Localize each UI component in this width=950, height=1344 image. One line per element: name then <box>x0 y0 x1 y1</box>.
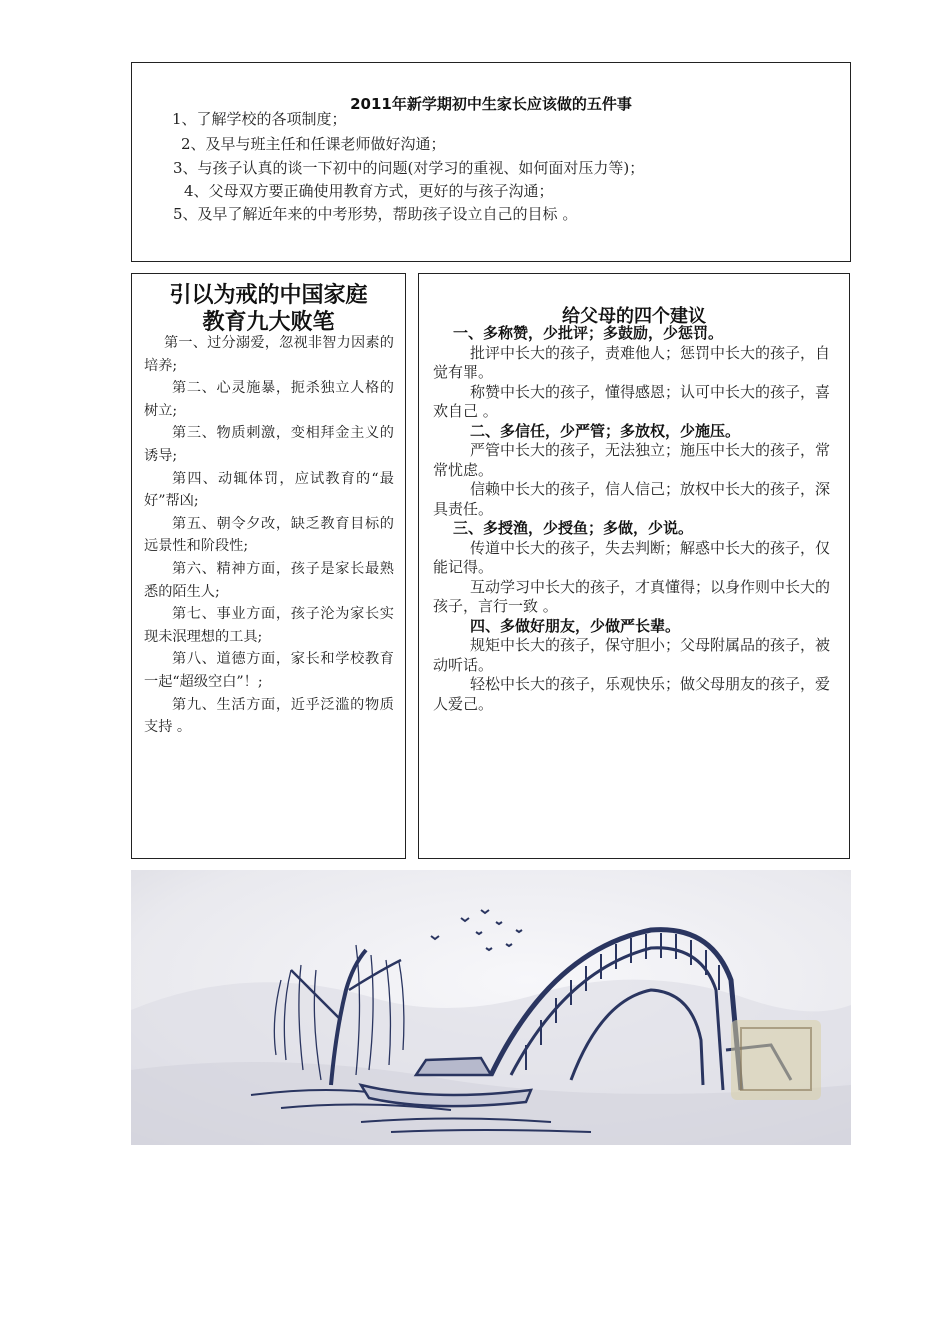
suggestion-heading: 四、多做好朋友，少做严长辈。 <box>470 616 681 635</box>
nine-failures-title <box>132 282 405 336</box>
failure-item: 第四、动辄体罚，应试教育的“最好”帮凶; <box>144 470 394 510</box>
suggestion-heading: 三、多授渔，少授鱼；多做，少说。 <box>453 519 694 537</box>
suggestion-paragraph: 严管中长大的孩子，无法独立；施压中长大的孩子，常常忧虑。 <box>433 441 831 479</box>
five-things-item-3: 3、与孩子认真的谈一下初中的问题(对学习的重视、如何面对压力等)； <box>173 159 645 177</box>
failure-item: 第六、精神方面，孩子是家长最熟悉的陌生人; <box>144 560 394 600</box>
suggestion-heading: 二、多信任，少严管；多放权，少施压。 <box>470 421 741 440</box>
five-things-item-4: 4、父母双方要正确使用教育方式，更好的与孩子沟通； <box>184 182 554 200</box>
suggestion-paragraph: 规矩中长大的孩子，保守胆小；父母附属品的孩子，被动听话。 <box>433 636 831 674</box>
failure-item: 第八、道德方面，家长和学校教育一起“超级空白”！; <box>144 651 394 690</box>
failure-item: 第七、事业方面，孩子沦为家长实现未泯理想的工具; <box>144 606 394 645</box>
failure-item: 第九、生活方面，近乎泛滥的物质支持 。 <box>144 696 394 736</box>
failure-item: 第五、朝令夕改，缺乏教育目标的远景性和阶段性; <box>144 515 394 555</box>
suggestion-paragraph: 轻松中长大的孩子，乐观快乐；做父母朋友的孩子，爱人爱己。 <box>433 675 831 713</box>
nine-failures-title-line-2: 教育九大败笔 <box>202 310 335 335</box>
suggestion-paragraph: 称赞中长大的孩子，懂得感恩；认可中长大的孩子，喜欢自己 。 <box>433 382 831 420</box>
four-suggestions-box <box>418 273 850 859</box>
failure-item: 第二、心灵施暴，扼杀独立人格的树立; <box>144 380 394 419</box>
suggestion-paragraph: 互动学习中长大的孩子，才真懂得；以身作则中长大的孩子，言行一致 。 <box>433 577 831 615</box>
five-things-item-5: 5、及早了解近年来的中考形势，帮助孩子设立自己的目标 。 <box>173 205 578 223</box>
five-things-item-2: 2、及早与班主任和任课老师做好沟通； <box>181 135 446 153</box>
suggestion-paragraph: 批评中长大的孩子，责难他人；惩罚中长大的孩子，自觉有罪。 <box>433 343 831 381</box>
seal-stamp-icon <box>731 1020 821 1100</box>
four-suggestions-list <box>433 324 839 714</box>
suggestion-heading: 一、多称赞，少批评；多鼓励，少惩罚。 <box>453 324 724 342</box>
four-suggestions-title: 给父母的四个建议 <box>562 306 706 327</box>
nine-failures-title-line-1: 引以为戒的中国家庭 <box>169 283 368 308</box>
five-things-box <box>131 62 851 262</box>
failure-item: 第一、过分溺爱，忽视非智力因素的培养; <box>144 335 394 374</box>
five-things-title: 2011年新学期初中生家长应该做的五件事 <box>350 95 632 113</box>
suggestion-paragraph: 传道中长大的孩子，失去判断；解惑中长大的孩子，仅能记得。 <box>433 538 831 576</box>
failure-item: 第三、物质刺激，变相拜金主义的诱导; <box>144 425 394 464</box>
ink-painting-svg <box>131 870 851 1145</box>
suggestion-paragraph: 信赖中长大的孩子，信人信己；放权中长大的孩子，深具责任。 <box>433 480 831 518</box>
nine-failures-box <box>131 273 406 859</box>
five-things-item-1: 1、了解学校的各项制度； <box>172 110 347 128</box>
ink-painting-image <box>131 870 851 1145</box>
nine-failures-list <box>144 332 394 739</box>
